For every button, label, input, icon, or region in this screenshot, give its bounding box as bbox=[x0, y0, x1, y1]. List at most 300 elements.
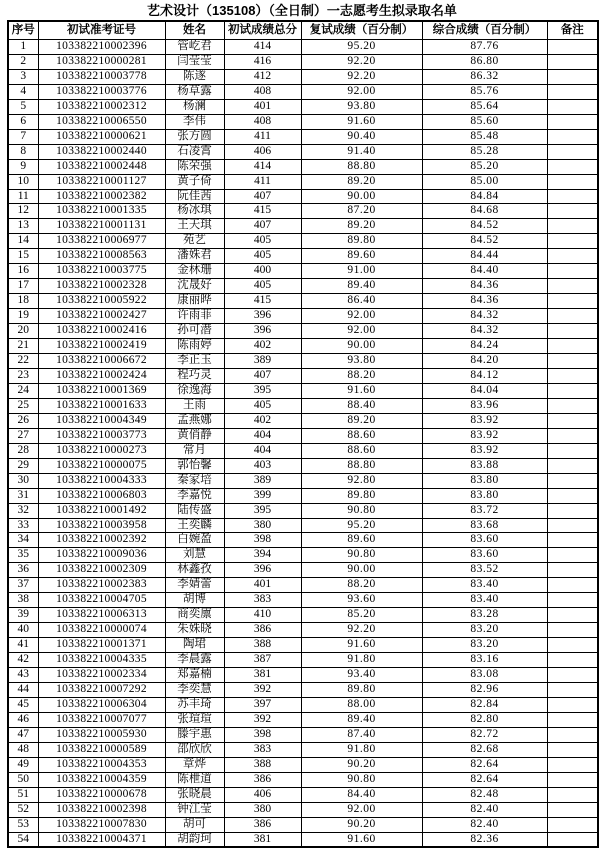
cell-retest-score: 89.40 bbox=[301, 279, 422, 294]
table-row bbox=[8, 638, 598, 653]
cell-no: 10 bbox=[8, 174, 38, 189]
table-row bbox=[8, 488, 598, 503]
cell-retest-score: 93.40 bbox=[301, 668, 422, 683]
cell-initial-total: 404 bbox=[224, 428, 301, 443]
cell-retest-score: 90.80 bbox=[301, 548, 422, 563]
cell-retest-score: 92.00 bbox=[301, 309, 422, 324]
cell-initial-total: 405 bbox=[224, 234, 301, 249]
cell-initial-total: 404 bbox=[224, 443, 301, 458]
cell-remark bbox=[547, 354, 598, 369]
cell-exam-id: 103382210001131 bbox=[38, 219, 165, 234]
table-row bbox=[8, 578, 598, 593]
cell-initial-total: 394 bbox=[224, 548, 301, 563]
table-row bbox=[8, 832, 598, 847]
cell-no: 24 bbox=[8, 383, 38, 398]
cell-exam-id: 103382210001127 bbox=[38, 174, 165, 189]
cell-name: 杨冰琪 bbox=[165, 204, 224, 219]
cell-remark bbox=[547, 802, 598, 817]
cell-initial-total: 412 bbox=[224, 69, 301, 84]
cell-retest-score: 88.60 bbox=[301, 428, 422, 443]
cell-exam-id: 103382210006672 bbox=[38, 354, 165, 369]
table-row bbox=[8, 668, 598, 683]
cell-retest-score: 95.20 bbox=[301, 40, 422, 55]
cell-initial-total: 415 bbox=[224, 204, 301, 219]
table-row bbox=[8, 757, 598, 772]
table-row bbox=[8, 787, 598, 802]
cell-remark bbox=[547, 129, 598, 144]
cell-initial-total: 410 bbox=[224, 608, 301, 623]
cell-no: 13 bbox=[8, 219, 38, 234]
cell-retest-score: 91.00 bbox=[301, 264, 422, 279]
cell-remark bbox=[547, 593, 598, 608]
cell-no: 12 bbox=[8, 204, 38, 219]
cell-retest-score: 95.20 bbox=[301, 518, 422, 533]
table-row bbox=[8, 413, 598, 428]
cell-exam-id: 103382210000621 bbox=[38, 129, 165, 144]
cell-remark bbox=[547, 234, 598, 249]
table-row bbox=[8, 249, 598, 264]
cell-exam-id: 103382210006803 bbox=[38, 488, 165, 503]
cell-remark bbox=[547, 742, 598, 757]
cell-remark bbox=[547, 638, 598, 653]
cell-remark bbox=[547, 608, 598, 623]
cell-no: 30 bbox=[8, 473, 38, 488]
cell-comprehensive-score: 84.24 bbox=[422, 339, 547, 354]
cell-name: 李嘉悦 bbox=[165, 488, 224, 503]
cell-no: 42 bbox=[8, 653, 38, 668]
table-row bbox=[8, 697, 598, 712]
cell-exam-id: 103382210004349 bbox=[38, 413, 165, 428]
cell-name: 孟燕娜 bbox=[165, 413, 224, 428]
cell-comprehensive-score: 84.32 bbox=[422, 324, 547, 339]
cell-initial-total: 396 bbox=[224, 563, 301, 578]
cell-remark bbox=[547, 727, 598, 742]
cell-name: 王天琪 bbox=[165, 219, 224, 234]
cell-retest-score: 89.20 bbox=[301, 413, 422, 428]
cell-comprehensive-score: 82.64 bbox=[422, 757, 547, 772]
cell-initial-total: 414 bbox=[224, 40, 301, 55]
cell-exam-id: 103382210002440 bbox=[38, 144, 165, 159]
cell-initial-total: 406 bbox=[224, 144, 301, 159]
table-row bbox=[8, 817, 598, 832]
cell-remark bbox=[547, 99, 598, 114]
cell-no: 2 bbox=[8, 54, 38, 69]
cell-no: 14 bbox=[8, 234, 38, 249]
cell-initial-total: 401 bbox=[224, 578, 301, 593]
cell-exam-id: 103382210002382 bbox=[38, 189, 165, 204]
cell-no: 43 bbox=[8, 668, 38, 683]
cell-retest-score: 90.20 bbox=[301, 817, 422, 832]
cell-comprehensive-score: 85.60 bbox=[422, 114, 547, 129]
cell-retest-score: 91.60 bbox=[301, 638, 422, 653]
cell-retest-score: 89.80 bbox=[301, 234, 422, 249]
table-row bbox=[8, 802, 598, 817]
cell-remark bbox=[547, 712, 598, 727]
cell-initial-total: 395 bbox=[224, 383, 301, 398]
cell-exam-id: 103382210002309 bbox=[38, 563, 165, 578]
cell-retest-score: 89.20 bbox=[301, 219, 422, 234]
cell-exam-id: 103382210004335 bbox=[38, 653, 165, 668]
cell-exam-id: 103382210000273 bbox=[38, 443, 165, 458]
cell-retest-score: 92.20 bbox=[301, 623, 422, 638]
cell-remark bbox=[547, 473, 598, 488]
cell-no: 34 bbox=[8, 533, 38, 548]
table-row bbox=[8, 383, 598, 398]
cell-name: 康丽晔 bbox=[165, 294, 224, 309]
cell-remark bbox=[547, 563, 598, 578]
cell-name: 李正玉 bbox=[165, 354, 224, 369]
cell-exam-id: 103382210002398 bbox=[38, 802, 165, 817]
cell-comprehensive-score: 83.16 bbox=[422, 653, 547, 668]
cell-initial-total: 405 bbox=[224, 249, 301, 264]
cell-exam-id: 103382210007077 bbox=[38, 712, 165, 727]
table-row bbox=[8, 144, 598, 159]
cell-retest-score: 89.60 bbox=[301, 533, 422, 548]
cell-no: 16 bbox=[8, 264, 38, 279]
cell-name: 沈晟好 bbox=[165, 279, 224, 294]
cell-initial-total: 416 bbox=[224, 54, 301, 69]
cell-initial-total: 398 bbox=[224, 727, 301, 742]
cell-remark bbox=[547, 653, 598, 668]
admission-roster-table bbox=[7, 20, 599, 848]
cell-name: 白婉盈 bbox=[165, 533, 224, 548]
cell-exam-id: 103382210000281 bbox=[38, 54, 165, 69]
cell-name: 胡可 bbox=[165, 817, 224, 832]
cell-no: 26 bbox=[8, 413, 38, 428]
cell-exam-id: 103382210003773 bbox=[38, 428, 165, 443]
cell-exam-id: 103382210002383 bbox=[38, 578, 165, 593]
cell-retest-score: 88.20 bbox=[301, 368, 422, 383]
col-name: 姓名 bbox=[165, 21, 224, 40]
cell-name: 孙可潜 bbox=[165, 324, 224, 339]
cell-no: 47 bbox=[8, 727, 38, 742]
cell-no: 11 bbox=[8, 189, 38, 204]
cell-comprehensive-score: 85.28 bbox=[422, 144, 547, 159]
cell-initial-total: 388 bbox=[224, 757, 301, 772]
table-row bbox=[8, 159, 598, 174]
cell-comprehensive-score: 83.52 bbox=[422, 563, 547, 578]
cell-remark bbox=[547, 428, 598, 443]
cell-comprehensive-score: 84.36 bbox=[422, 279, 547, 294]
cell-remark bbox=[547, 279, 598, 294]
table-row bbox=[8, 309, 598, 324]
cell-exam-id: 103382210003776 bbox=[38, 84, 165, 99]
cell-retest-score: 84.40 bbox=[301, 787, 422, 802]
cell-remark bbox=[547, 697, 598, 712]
table-row bbox=[8, 234, 598, 249]
cell-remark bbox=[547, 383, 598, 398]
cell-initial-total: 406 bbox=[224, 787, 301, 802]
table-row bbox=[8, 712, 598, 727]
cell-remark bbox=[547, 368, 598, 383]
table-row bbox=[8, 727, 598, 742]
cell-comprehensive-score: 84.68 bbox=[422, 204, 547, 219]
cell-remark bbox=[547, 443, 598, 458]
cell-comprehensive-score: 83.80 bbox=[422, 473, 547, 488]
cell-remark bbox=[547, 832, 598, 847]
cell-exam-id: 103382210002448 bbox=[38, 159, 165, 174]
cell-name: 陈荣强 bbox=[165, 159, 224, 174]
cell-no: 7 bbox=[8, 129, 38, 144]
cell-initial-total: 414 bbox=[224, 159, 301, 174]
cell-comprehensive-score: 84.20 bbox=[422, 354, 547, 369]
cell-name: 常月 bbox=[165, 443, 224, 458]
col-remark: 备注 bbox=[547, 21, 598, 40]
table-row bbox=[8, 264, 598, 279]
cell-initial-total: 381 bbox=[224, 832, 301, 847]
cell-exam-id: 103382210009036 bbox=[38, 548, 165, 563]
cell-retest-score: 91.80 bbox=[301, 653, 422, 668]
cell-comprehensive-score: 83.92 bbox=[422, 443, 547, 458]
cell-name: 林鑫孜 bbox=[165, 563, 224, 578]
table-row bbox=[8, 772, 598, 787]
cell-exam-id: 103382210000075 bbox=[38, 458, 165, 473]
cell-no: 50 bbox=[8, 772, 38, 787]
cell-exam-id: 103382210003778 bbox=[38, 69, 165, 84]
cell-retest-score: 92.20 bbox=[301, 54, 422, 69]
cell-retest-score: 87.20 bbox=[301, 204, 422, 219]
cell-remark bbox=[547, 518, 598, 533]
cell-initial-total: 387 bbox=[224, 653, 301, 668]
table-row bbox=[8, 682, 598, 697]
cell-remark bbox=[547, 339, 598, 354]
cell-initial-total: 400 bbox=[224, 264, 301, 279]
cell-name: 陈枻道 bbox=[165, 772, 224, 787]
cell-exam-id: 103382210001371 bbox=[38, 638, 165, 653]
cell-no: 52 bbox=[8, 802, 38, 817]
cell-exam-id: 103382210000678 bbox=[38, 787, 165, 802]
cell-retest-score: 90.00 bbox=[301, 563, 422, 578]
table-row bbox=[8, 294, 598, 309]
cell-retest-score: 88.80 bbox=[301, 458, 422, 473]
cell-retest-score: 92.00 bbox=[301, 324, 422, 339]
cell-exam-id: 103382210001335 bbox=[38, 204, 165, 219]
cell-remark bbox=[547, 533, 598, 548]
cell-remark bbox=[547, 787, 598, 802]
cell-remark bbox=[547, 189, 598, 204]
cell-initial-total: 386 bbox=[224, 817, 301, 832]
cell-initial-total: 386 bbox=[224, 623, 301, 638]
cell-initial-total: 386 bbox=[224, 772, 301, 787]
cell-exam-id: 103382210006550 bbox=[38, 114, 165, 129]
cell-retest-score: 88.00 bbox=[301, 697, 422, 712]
cell-remark bbox=[547, 84, 598, 99]
cell-retest-score: 86.40 bbox=[301, 294, 422, 309]
cell-no: 22 bbox=[8, 354, 38, 369]
cell-retest-score: 90.20 bbox=[301, 757, 422, 772]
cell-comprehensive-score: 84.40 bbox=[422, 264, 547, 279]
cell-no: 35 bbox=[8, 548, 38, 563]
cell-exam-id: 103382210000074 bbox=[38, 623, 165, 638]
cell-exam-id: 103382210000589 bbox=[38, 742, 165, 757]
cell-retest-score: 93.80 bbox=[301, 354, 422, 369]
cell-retest-score: 89.60 bbox=[301, 249, 422, 264]
cell-name: 朱姝晓 bbox=[165, 623, 224, 638]
cell-no: 40 bbox=[8, 623, 38, 638]
table-row bbox=[8, 428, 598, 443]
cell-remark bbox=[547, 398, 598, 413]
cell-initial-total: 381 bbox=[224, 668, 301, 683]
cell-retest-score: 91.60 bbox=[301, 383, 422, 398]
cell-no: 49 bbox=[8, 757, 38, 772]
cell-no: 48 bbox=[8, 742, 38, 757]
cell-remark bbox=[547, 204, 598, 219]
cell-comprehensive-score: 83.40 bbox=[422, 578, 547, 593]
cell-remark bbox=[547, 40, 598, 55]
table-row bbox=[8, 473, 598, 488]
cell-no: 3 bbox=[8, 69, 38, 84]
cell-remark bbox=[547, 817, 598, 832]
cell-remark bbox=[547, 682, 598, 697]
cell-comprehensive-score: 82.64 bbox=[422, 772, 547, 787]
table-row bbox=[8, 398, 598, 413]
cell-name: 潘姝君 bbox=[165, 249, 224, 264]
col-no: 序号 bbox=[8, 21, 38, 40]
cell-initial-total: 398 bbox=[224, 533, 301, 548]
cell-initial-total: 402 bbox=[224, 339, 301, 354]
cell-comprehensive-score: 83.88 bbox=[422, 458, 547, 473]
cell-name: 陈雨婷 bbox=[165, 339, 224, 354]
cell-comprehensive-score: 85.76 bbox=[422, 84, 547, 99]
cell-name: 章烨 bbox=[165, 757, 224, 772]
cell-initial-total: 415 bbox=[224, 294, 301, 309]
table-row bbox=[8, 54, 598, 69]
cell-initial-total: 388 bbox=[224, 638, 301, 653]
cell-initial-total: 389 bbox=[224, 354, 301, 369]
cell-no: 38 bbox=[8, 593, 38, 608]
cell-exam-id: 103382210001369 bbox=[38, 383, 165, 398]
cell-comprehensive-score: 82.36 bbox=[422, 832, 547, 847]
cell-exam-id: 103382210002427 bbox=[38, 309, 165, 324]
cell-comprehensive-score: 82.84 bbox=[422, 697, 547, 712]
table-row bbox=[8, 279, 598, 294]
table-row bbox=[8, 608, 598, 623]
table-row bbox=[8, 84, 598, 99]
cell-name: 杨草露 bbox=[165, 84, 224, 99]
cell-no: 19 bbox=[8, 309, 38, 324]
cell-initial-total: 389 bbox=[224, 473, 301, 488]
cell-no: 31 bbox=[8, 488, 38, 503]
cell-remark bbox=[547, 578, 598, 593]
cell-name: 滕宇惠 bbox=[165, 727, 224, 742]
cell-comprehensive-score: 85.48 bbox=[422, 129, 547, 144]
cell-no: 33 bbox=[8, 518, 38, 533]
cell-name: 石凌霄 bbox=[165, 144, 224, 159]
cell-initial-total: 411 bbox=[224, 174, 301, 189]
table-row bbox=[8, 593, 598, 608]
cell-comprehensive-score: 83.92 bbox=[422, 413, 547, 428]
cell-remark bbox=[547, 757, 598, 772]
cell-no: 37 bbox=[8, 578, 38, 593]
cell-exam-id: 103382210001492 bbox=[38, 503, 165, 518]
cell-name: 胡韵珂 bbox=[165, 832, 224, 847]
table-row bbox=[8, 623, 598, 638]
cell-initial-total: 380 bbox=[224, 518, 301, 533]
cell-remark bbox=[547, 488, 598, 503]
cell-retest-score: 90.80 bbox=[301, 772, 422, 787]
table-row bbox=[8, 533, 598, 548]
cell-initial-total: 401 bbox=[224, 99, 301, 114]
cell-comprehensive-score: 82.72 bbox=[422, 727, 547, 742]
cell-retest-score: 85.20 bbox=[301, 608, 422, 623]
cell-remark bbox=[547, 249, 598, 264]
cell-name: 刘慧 bbox=[165, 548, 224, 563]
cell-remark bbox=[547, 294, 598, 309]
table-row bbox=[8, 129, 598, 144]
cell-name: 苏丰琦 bbox=[165, 697, 224, 712]
cell-initial-total: 408 bbox=[224, 114, 301, 129]
cell-exam-id: 103382210006304 bbox=[38, 697, 165, 712]
cell-remark bbox=[547, 219, 598, 234]
cell-comprehensive-score: 85.00 bbox=[422, 174, 547, 189]
cell-comprehensive-score: 83.72 bbox=[422, 503, 547, 518]
cell-no: 39 bbox=[8, 608, 38, 623]
cell-name: 秦家培 bbox=[165, 473, 224, 488]
cell-initial-total: 396 bbox=[224, 309, 301, 324]
cell-comprehensive-score: 83.92 bbox=[422, 428, 547, 443]
cell-comprehensive-score: 85.20 bbox=[422, 159, 547, 174]
cell-comprehensive-score: 83.28 bbox=[422, 608, 547, 623]
cell-exam-id: 103382210004353 bbox=[38, 757, 165, 772]
table-row bbox=[8, 324, 598, 339]
cell-name: 王奕麟 bbox=[165, 518, 224, 533]
cell-no: 27 bbox=[8, 428, 38, 443]
table-row bbox=[8, 653, 598, 668]
cell-no: 20 bbox=[8, 324, 38, 339]
cell-exam-id: 103382210002392 bbox=[38, 533, 165, 548]
cell-name: 许雨菲 bbox=[165, 309, 224, 324]
table-row bbox=[8, 458, 598, 473]
cell-comprehensive-score: 83.20 bbox=[422, 623, 547, 638]
cell-exam-id: 103382210001633 bbox=[38, 398, 165, 413]
cell-comprehensive-score: 83.40 bbox=[422, 593, 547, 608]
cell-initial-total: 405 bbox=[224, 398, 301, 413]
cell-exam-id: 103382210003958 bbox=[38, 518, 165, 533]
cell-comprehensive-score: 84.36 bbox=[422, 294, 547, 309]
cell-retest-score: 92.80 bbox=[301, 473, 422, 488]
cell-exam-id: 103382210008563 bbox=[38, 249, 165, 264]
cell-name: 郑嘉楠 bbox=[165, 668, 224, 683]
cell-exam-id: 103382210004371 bbox=[38, 832, 165, 847]
cell-exam-id: 103382210005930 bbox=[38, 727, 165, 742]
cell-name: 黄子倚 bbox=[165, 174, 224, 189]
cell-name: 闫莹莹 bbox=[165, 54, 224, 69]
cell-retest-score: 89.20 bbox=[301, 174, 422, 189]
cell-retest-score: 92.00 bbox=[301, 802, 422, 817]
cell-no: 4 bbox=[8, 84, 38, 99]
cell-name: 管屹君 bbox=[165, 40, 224, 55]
table-row bbox=[8, 443, 598, 458]
cell-comprehensive-score: 82.68 bbox=[422, 742, 547, 757]
cell-no: 23 bbox=[8, 368, 38, 383]
cell-name: 张方圆 bbox=[165, 129, 224, 144]
cell-retest-score: 91.40 bbox=[301, 144, 422, 159]
cell-initial-total: 383 bbox=[224, 742, 301, 757]
cell-retest-score: 90.00 bbox=[301, 339, 422, 354]
cell-remark bbox=[547, 144, 598, 159]
cell-no: 29 bbox=[8, 458, 38, 473]
cell-exam-id: 103382210006977 bbox=[38, 234, 165, 249]
cell-remark bbox=[547, 458, 598, 473]
cell-name: 钟江莹 bbox=[165, 802, 224, 817]
cell-no: 8 bbox=[8, 144, 38, 159]
cell-remark bbox=[547, 623, 598, 638]
cell-exam-id: 103382210002419 bbox=[38, 339, 165, 354]
cell-retest-score: 93.80 bbox=[301, 99, 422, 114]
cell-remark bbox=[547, 174, 598, 189]
cell-exam-id: 103382210002334 bbox=[38, 668, 165, 683]
cell-retest-score: 90.00 bbox=[301, 189, 422, 204]
